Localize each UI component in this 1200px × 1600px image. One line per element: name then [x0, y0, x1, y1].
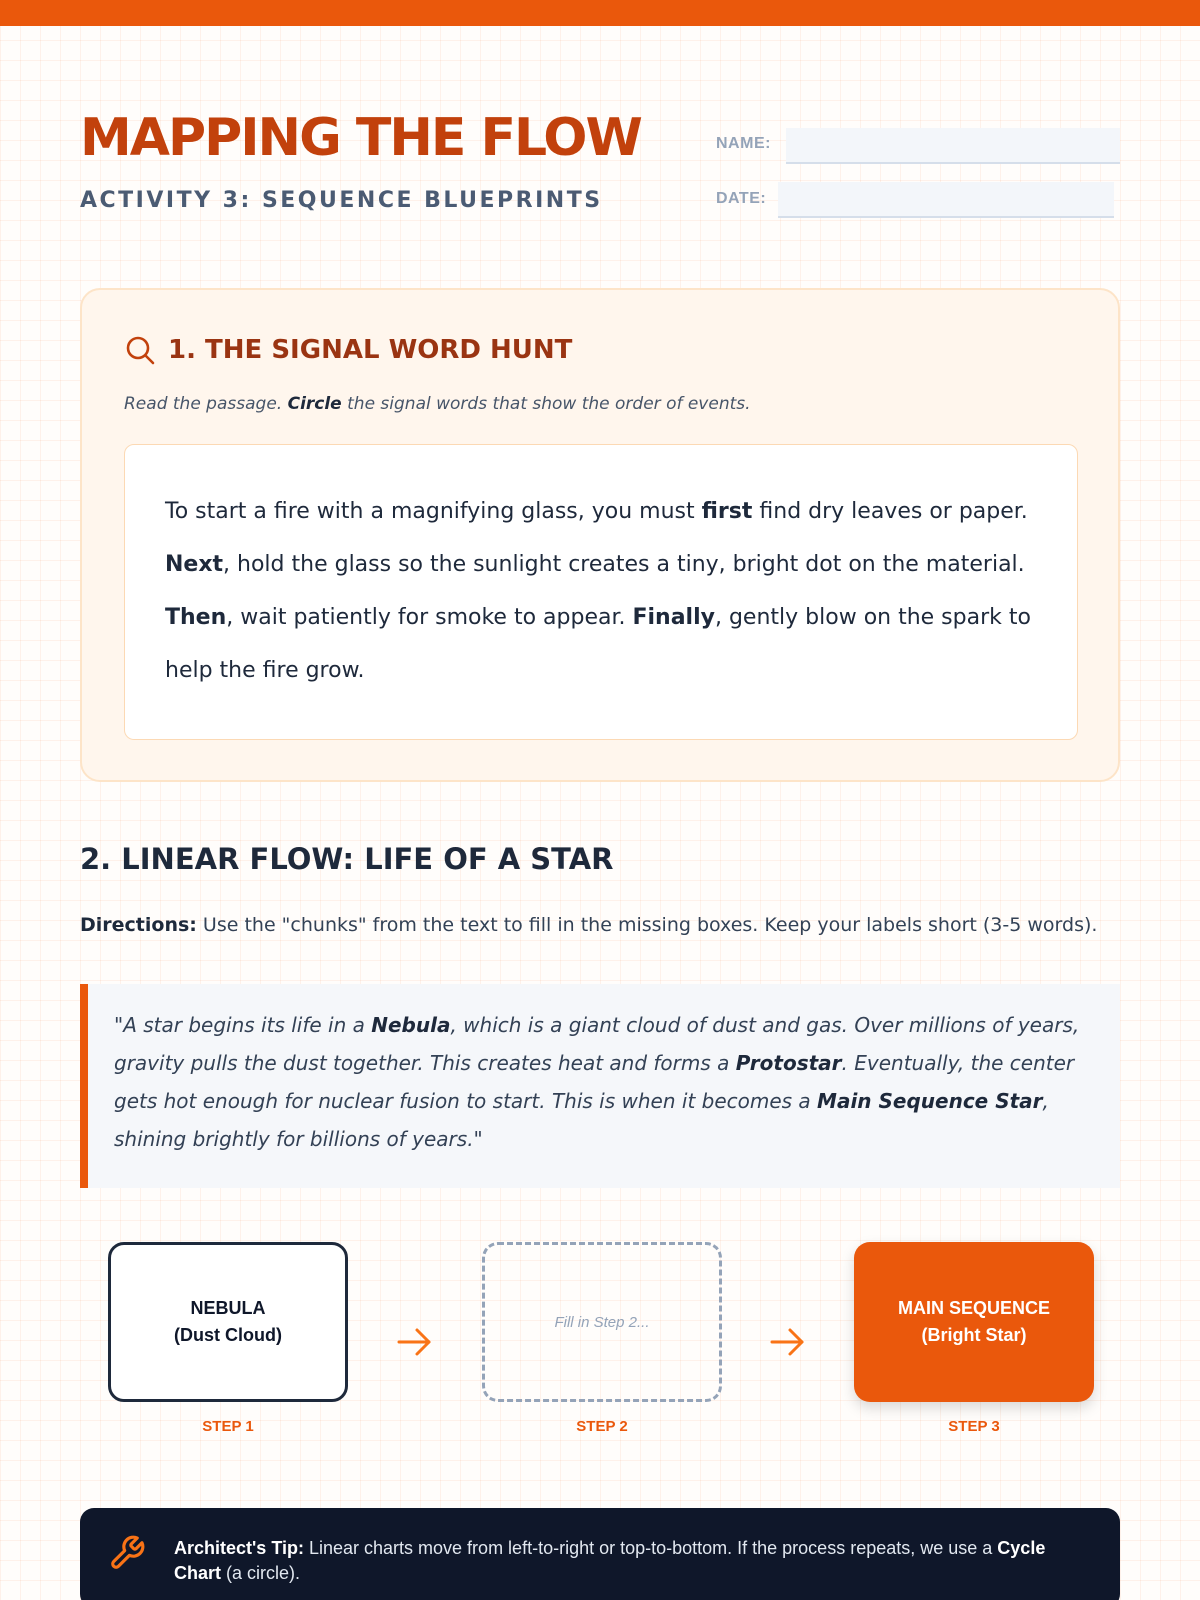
signal-word: Finally — [632, 605, 715, 630]
signal-word: Protostar — [735, 1051, 842, 1075]
page-subtitle: ACTIVITY 3: SEQUENCE BLUEPRINTS — [80, 188, 603, 213]
name-field[interactable] — [786, 128, 1120, 164]
step-1-box — [108, 1242, 348, 1402]
signal-word: Then — [165, 605, 227, 630]
signal-word: Main Sequence Star — [817, 1089, 1043, 1113]
directions — [80, 914, 1097, 936]
card-header — [124, 334, 572, 366]
instruction-bold: Circle — [287, 394, 342, 414]
tip-text-post: (a circle). — [221, 1563, 301, 1583]
wrench-icon — [108, 1534, 146, 1572]
page-title: MAPPING THE FLOW — [80, 108, 641, 168]
step-3-line1: MAIN SEQUENCE — [897, 1298, 1050, 1318]
step-2-placeholder: Fill in Step 2... — [554, 1313, 650, 1331]
section1-title: 1. THE SIGNAL WORD HUNT — [168, 335, 573, 365]
text-run: find dry leaves or paper. — [752, 499, 1028, 524]
instruction-pre: Read the passage. — [124, 394, 288, 414]
signal-word: first — [701, 499, 753, 524]
architects-tip — [80, 1508, 1120, 1600]
section1-instruction — [124, 394, 751, 414]
step-1-line2: (Dust Cloud) — [174, 1325, 282, 1345]
text-run: , which is a giant cloud of dust and gas. Over millions of years, gravity pulls the dust together. This creates heat and forms a — [114, 1013, 1080, 1075]
arrow-right-icon — [395, 1322, 435, 1362]
step-3-label: STEP 3 — [948, 1418, 1000, 1435]
signal-word-hunt-card — [80, 288, 1120, 782]
name-label: NAME: — [716, 135, 771, 152]
directions-text: Use the "chunks" from the text to fill in the missing boxes. Keep your labels short (3-5 words). — [196, 914, 1098, 936]
step-2-box[interactable] — [482, 1242, 722, 1402]
step-1-line1: NEBULA — [190, 1298, 266, 1318]
star-quote — [80, 984, 1120, 1188]
text-run: , wait patiently for smoke to appear. — [226, 605, 633, 630]
tip-label: Architect's Tip: — [174, 1538, 304, 1558]
text-run: , hold the glass so the sunlight creates a tiny, bright dot on the material. — [223, 552, 1025, 577]
text-run: . Eventually, the center gets hot enough for nuclear fusion to start. This is when it becomes a — [114, 1051, 1075, 1113]
instruction-post: the signal words that show the order of events. — [341, 394, 751, 414]
directions-label: Directions: — [80, 914, 197, 936]
signal-word: Next — [165, 552, 224, 577]
step-3-box — [854, 1242, 1094, 1402]
tip-text — [174, 1536, 1084, 1586]
signal-word: Nebula — [371, 1013, 451, 1037]
step-1-label: STEP 1 — [202, 1418, 254, 1435]
tip-bold: Cycle Chart — [174, 1538, 1046, 1583]
text-run: , gently blow on the spark to help the fire grow. — [165, 605, 1031, 683]
step-2-label: STEP 2 — [576, 1418, 628, 1435]
step-3-line2: (Bright Star) — [921, 1325, 1027, 1345]
tip-text-pre: Linear charts move from left-to-right or top-to-bottom. If the process repeats, we use a — [303, 1538, 998, 1558]
text-run: "A star begins its life in a — [114, 1013, 372, 1037]
text-run: To start a fire with a magnifying glass, you must — [165, 499, 702, 524]
date-field[interactable] — [778, 182, 1114, 218]
reading-passage — [124, 444, 1078, 740]
arrow-right-icon — [768, 1322, 808, 1362]
text-run: , shining brightly for billions of years." — [114, 1089, 1049, 1151]
search-icon — [124, 334, 156, 366]
section2-title: 2. LINEAR FLOW: LIFE OF A STAR — [80, 842, 614, 876]
date-label: DATE: — [716, 190, 767, 207]
top-accent-bar — [0, 0, 1200, 26]
